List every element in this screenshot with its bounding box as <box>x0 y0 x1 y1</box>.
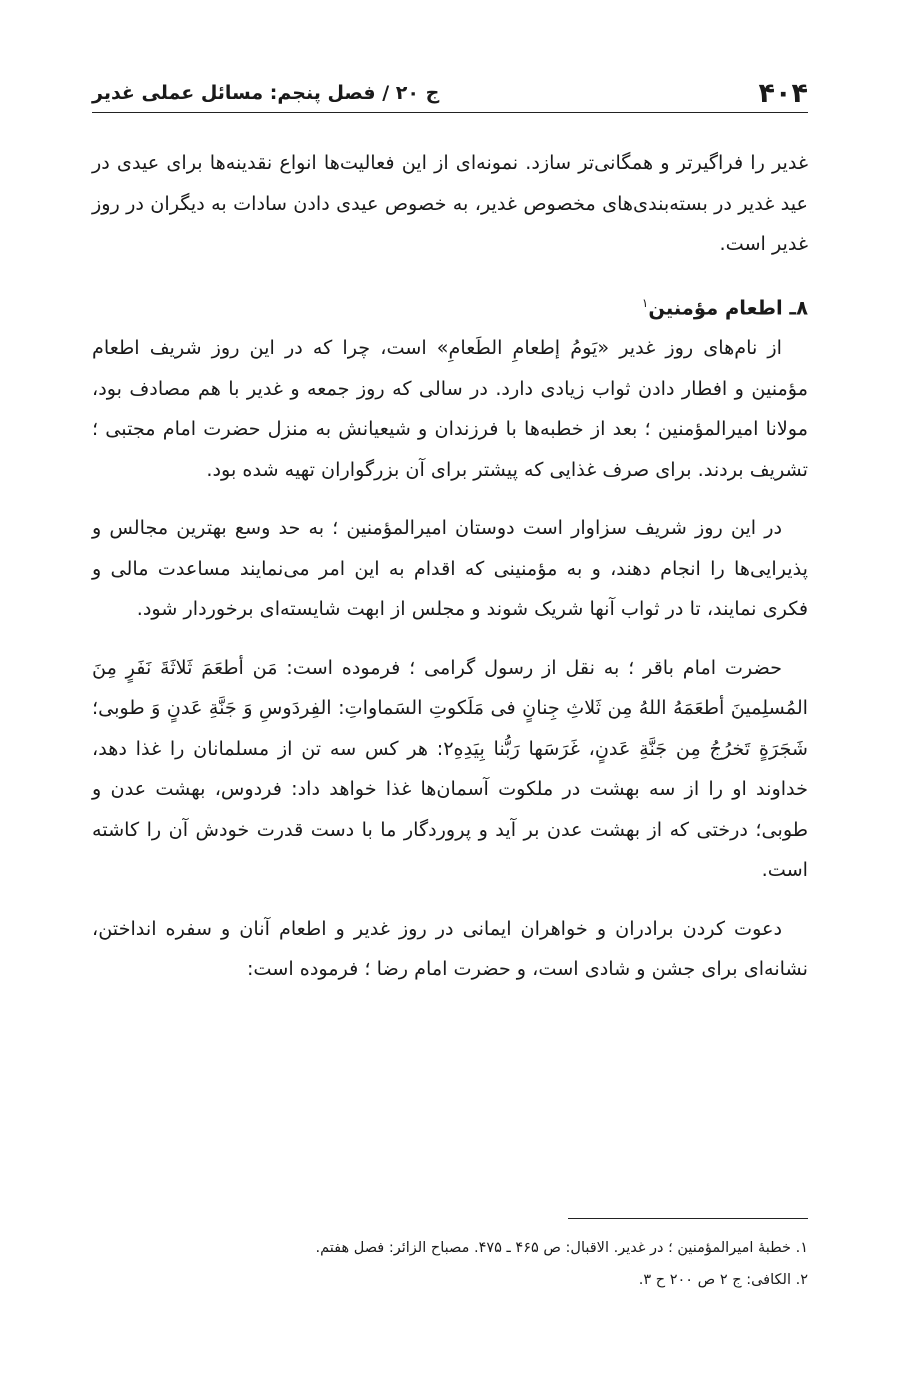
paragraph-2: از نام‌های روز غدیر «یَومُ إطعامِ الطَعامِ» است، چرا که در این روز شریف اطعام مؤمنین و افطار دادن ثواب زیادی دارد. در سالی که روز جمعه و غدیر با هم مصادف بود، مولانا امیرالمؤمنین ؛ بعد از خطبه‌ها با فرزندان و شیعیانش به منزل حضرت امام مجتبی ؛ تشریف بردند. برای صرف غذایی که پیشتر برای آن بزرگواران تهیه شده بود. <box>92 336 808 481</box>
paragraph-5: دعوت کردن برادران و خواهران ایمانی در روز غدیر و اطعام آنان و سفره انداختن، نشانه‌ای برای جشن و شادی است، و حضرت امام رضا ؛ فرموده است: <box>92 916 808 980</box>
paragraph-3: در این روز شریف سزاوار است دوستان امیرالمؤمنین ؛ به حد وسع بهترین مجالس و پذیرایی‌ها را انجام دهند، و به مؤمنینی که اقدام به این امر می‌نمایند مساعدت مالی و فکری نمایند، تا در ثواب آنها شریک شوند و مجلس از ابهت شایسته‌ای برخوردار شود. <box>92 516 808 620</box>
footnote-divider <box>568 1218 808 1219</box>
page-header <box>92 74 808 113</box>
footnote-ref-1: ۱ <box>641 295 649 310</box>
running-title: ج ۲۰ / فصل پنجم: مسائل عملی غدیر <box>92 82 440 104</box>
page-body <box>92 143 808 1004</box>
paragraph-4: حضرت امام باقر ؛ به نقل از رسول گرامی ؛ فرموده است: مَن أطعَمَ ثَلاثَةَ نَفَرٍ مِنَ المُسلِمینَ أطعَمَهُ اللهُ مِن ثَلاثِ جِنانٍ فی مَلَکوتِ السَماواتِ: الفِردَوسِ وَ جَنَّةِ عَدنٍ وَ طوبی؛ شَجَرَةٍ تَخرُجُ مِن جَنَّةِ عَدنٍ، غَرَسَها رَبُّنا بِیَدِهِ۲: هر کس سه تن از مسلمانان را غذا دهد، خداوند او را از سه بهشت در ملکوت آسمان‌ها غذا خواهد داد: فردوس، بهشت عدن و طوبی؛ درختی که از بهشت عدن بر آید و پروردگار ما با دست قدرت خودش آن را کاشته است. <box>92 655 808 881</box>
footnotes <box>92 1232 808 1296</box>
footnote-1: ۱. خطبهٔ امیرالمؤمنین ؛ در غدیر. الاقبال: ص ۴۶۵ ـ ۴۷۵. مصباح الزائر: فصل هفتم. <box>315 1240 808 1256</box>
footnote-2: ۲. الکافی: ج ۲ ص ۲۰۰ ح ۳. <box>638 1272 808 1288</box>
page-number: ۴۰۴ <box>758 77 808 109</box>
section-heading-text: ۸ـ اطعام مؤمنین <box>648 296 808 319</box>
paragraph-1: غدیر را فراگیرتر و همگانی‌تر سازد. نمونه‌ای از این فعالیت‌ها انواع نقدینه‌ها برای عیدی در عید غدیر در بسته‌بندی‌های مخصوص غدیر، به خصوص عیدی دادن سادات به دیگران در روز غدیر است. <box>92 151 808 255</box>
section-heading <box>92 283 808 329</box>
